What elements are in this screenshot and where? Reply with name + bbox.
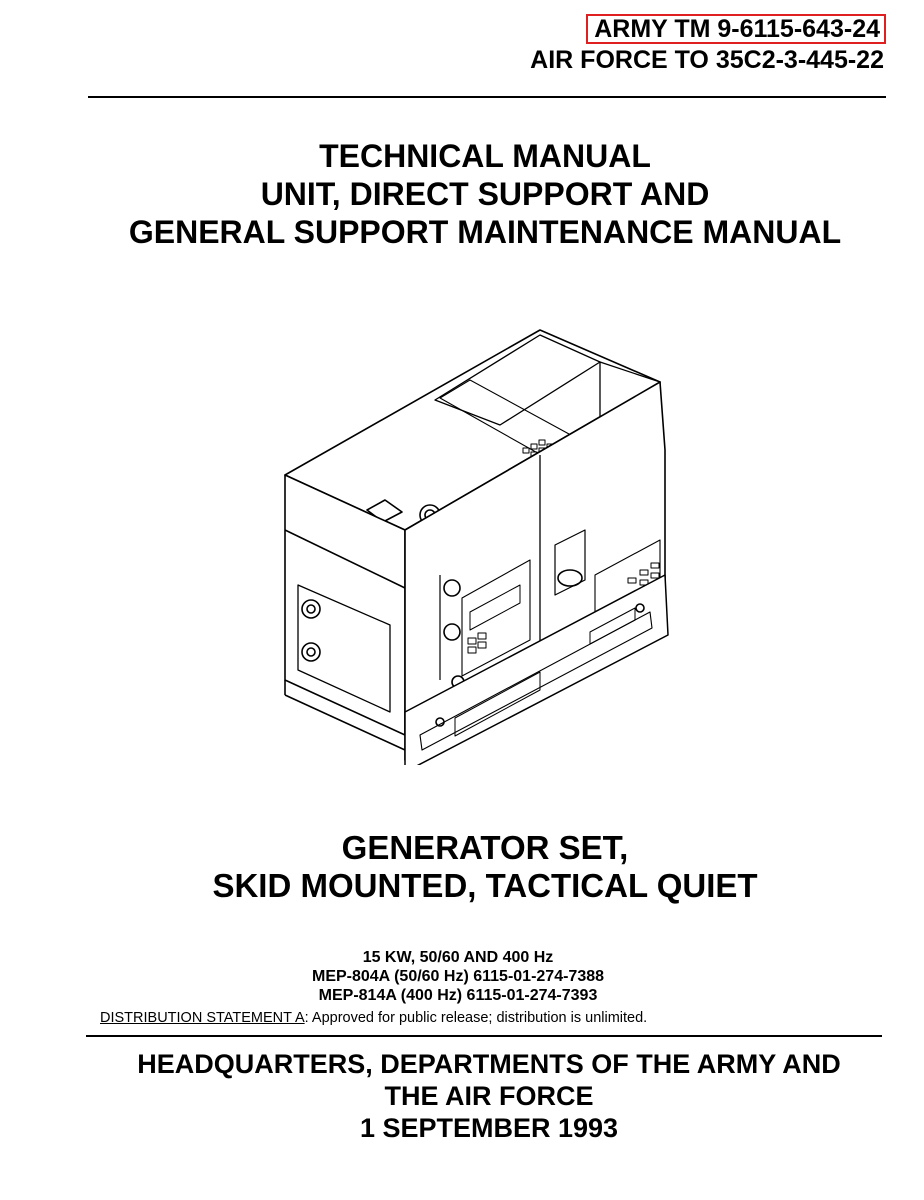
spec-line: MEP-804A (50/60 Hz) 6115-01-274-7388 xyxy=(311,968,605,985)
top-divider xyxy=(88,96,886,98)
spec-line: 15 KW, 50/60 AND 400 Hz xyxy=(362,949,554,966)
air-force-to-number: AIR FORCE TO 35C2-3-445-22 xyxy=(530,46,884,74)
distribution-label: DISTRIBUTION STATEMENT A xyxy=(100,1010,305,1026)
title-line: UNIT, DIRECT SUPPORT AND xyxy=(260,176,710,212)
distribution-text: : Approved for public release; distribution is unlimited. xyxy=(304,1010,648,1026)
title-line: TECHNICAL MANUAL xyxy=(319,138,651,174)
title-line: GENERAL SUPPORT MAINTENANCE MANUAL xyxy=(128,214,842,250)
publisher-line: THE AIR FORCE xyxy=(384,1081,594,1111)
product-line: GENERATOR SET, xyxy=(341,829,629,866)
product-line: SKID MOUNTED, TACTICAL QUIET xyxy=(212,867,758,904)
army-tm-number: ARMY TM 9-6115-643-24 xyxy=(586,14,886,44)
model-specs xyxy=(8,948,908,1005)
publisher-line: HEADQUARTERS, DEPARTMENTS OF THE ARMY AND xyxy=(137,1049,841,1079)
bottom-divider xyxy=(86,1035,882,1037)
manual-title xyxy=(60,137,910,251)
generator-set-icon xyxy=(275,325,675,765)
publication-date: 1 SEPTEMBER 1993 xyxy=(359,1113,619,1143)
spec-line: MEP-814A (400 Hz) 6115-01-274-7393 xyxy=(318,987,598,1004)
distribution-statement xyxy=(100,1010,647,1026)
product-title xyxy=(60,829,910,905)
publisher-block xyxy=(14,1048,924,1144)
